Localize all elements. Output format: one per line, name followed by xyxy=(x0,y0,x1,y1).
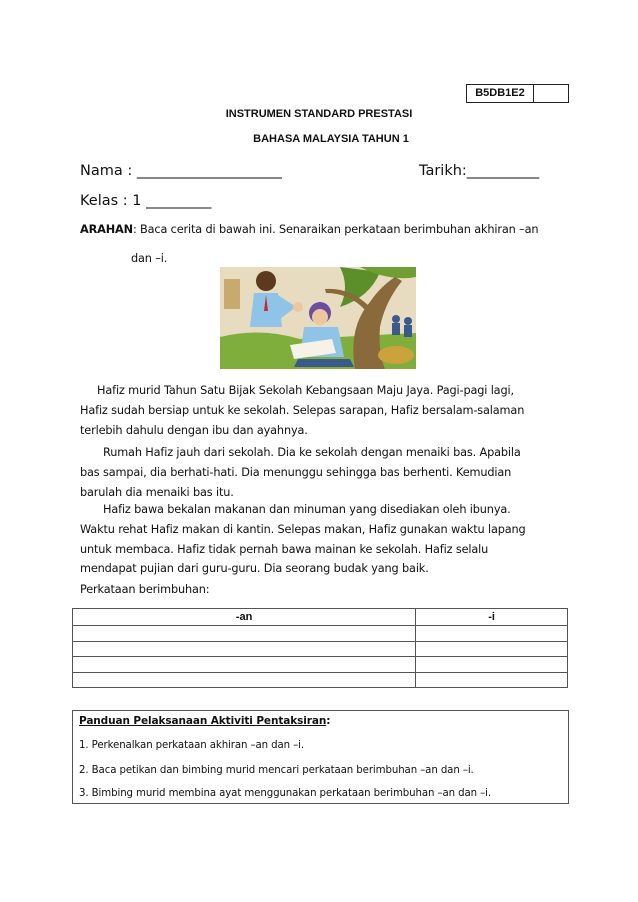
table-row xyxy=(73,626,568,642)
column-header-an: -an xyxy=(73,609,416,626)
table-cell[interactable] xyxy=(416,626,568,642)
kelas-field: Kelas : 1 _________ xyxy=(80,193,212,209)
paragraph-3-line-1: Hafiz bawa bekalan makanan dan minuman yang disediakan oleh ibunya. xyxy=(103,503,511,516)
paragraph-3-line-4: mendapat pujian dari guru-guru. Dia seorang budak yang baik. xyxy=(80,562,429,576)
paragraph-2-line-3: barulah dia menaiki bas itu. xyxy=(80,485,234,499)
document-code: B5DB1E2 xyxy=(467,85,534,102)
paragraph-3-line-3: untuk membaca. Hafiz tidak pernah bawa mainan ke sekolah. Hafiz selalu xyxy=(80,542,489,556)
table-cell[interactable] xyxy=(416,672,568,688)
paragraph-1-line-1: Hafiz murid Tahun Satu Bijak Sekolah Kebangsaan Maju Jaya. Pagi-pagi lagi, xyxy=(97,384,514,397)
story-illustration xyxy=(220,267,416,369)
tarikh-field: Tarikh:__________ xyxy=(419,163,540,179)
table-row xyxy=(73,672,568,688)
arahan-text: : Baca cerita di bawah ini. Senaraikan perkataan berimbuhan akhiran –an xyxy=(132,223,539,236)
column-header-i: -i xyxy=(416,609,568,626)
panduan-item-3: 3. Bimbing murid membina ayat menggunakan perkataan berimbuhan –an dan –i. xyxy=(79,788,492,799)
table-row xyxy=(73,641,568,657)
table-cell[interactable] xyxy=(416,657,568,673)
paragraph-1 xyxy=(80,381,580,440)
panduan-item-1: 1. Perkenalkan perkataan akhiran –an dan –i. xyxy=(79,740,305,751)
paragraph-2 xyxy=(80,443,580,502)
panduan-title: Panduan Pelaksanaan Aktiviti Pentaksiran: xyxy=(79,715,331,727)
panduan-box xyxy=(72,710,569,804)
table-row xyxy=(73,657,568,673)
paragraph-2-line-2: bas sampai, dia berhati-hati. Dia menunggu sehingga bas berhenti. Kemudian xyxy=(80,465,512,479)
document-subtitle: BAHASA MALAYSIA TAHUN 1 xyxy=(253,133,409,145)
table-cell[interactable] xyxy=(73,626,416,642)
paragraph-3 xyxy=(80,500,580,579)
document-title: INSTRUMEN STANDARD PRESTASI xyxy=(225,108,413,120)
table-cell[interactable] xyxy=(416,641,568,657)
arahan-line-1 xyxy=(80,220,538,240)
arahan-line-2: dan –i. xyxy=(131,252,168,265)
code-empty-cell xyxy=(534,85,568,102)
table-cell[interactable] xyxy=(73,672,416,688)
paragraph-1-line-2: Hafiz sudah bersiap untuk ke sekolah. Selepas sarapan, Hafiz bersalam-salaman xyxy=(80,403,525,417)
paragraph-3-line-2: Waktu rehat Hafiz makan di kantin. Selepas makan, Hafiz gunakan waktu lapang xyxy=(80,522,526,536)
panduan-item-2: 2. Baca petikan dan bimbing murid mencari perkataan berimbuhan –an dan –i. xyxy=(79,765,474,776)
paragraph-1-line-3: terlebih dahulu dengan ibu dan ayahnya. xyxy=(80,423,308,437)
arahan-label: ARAHAN xyxy=(80,223,133,236)
perkataan-label: Perkataan berimbuhan: xyxy=(80,583,210,596)
table-cell[interactable] xyxy=(73,641,416,657)
word-table xyxy=(72,608,568,688)
code-box xyxy=(466,84,569,103)
table-cell[interactable] xyxy=(73,657,416,673)
paragraph-2-line-1: Rumah Hafiz jauh dari sekolah. Dia ke sekolah dengan menaiki bas. Apabila xyxy=(103,446,521,459)
nama-field: Nama : ____________________ xyxy=(80,163,282,179)
